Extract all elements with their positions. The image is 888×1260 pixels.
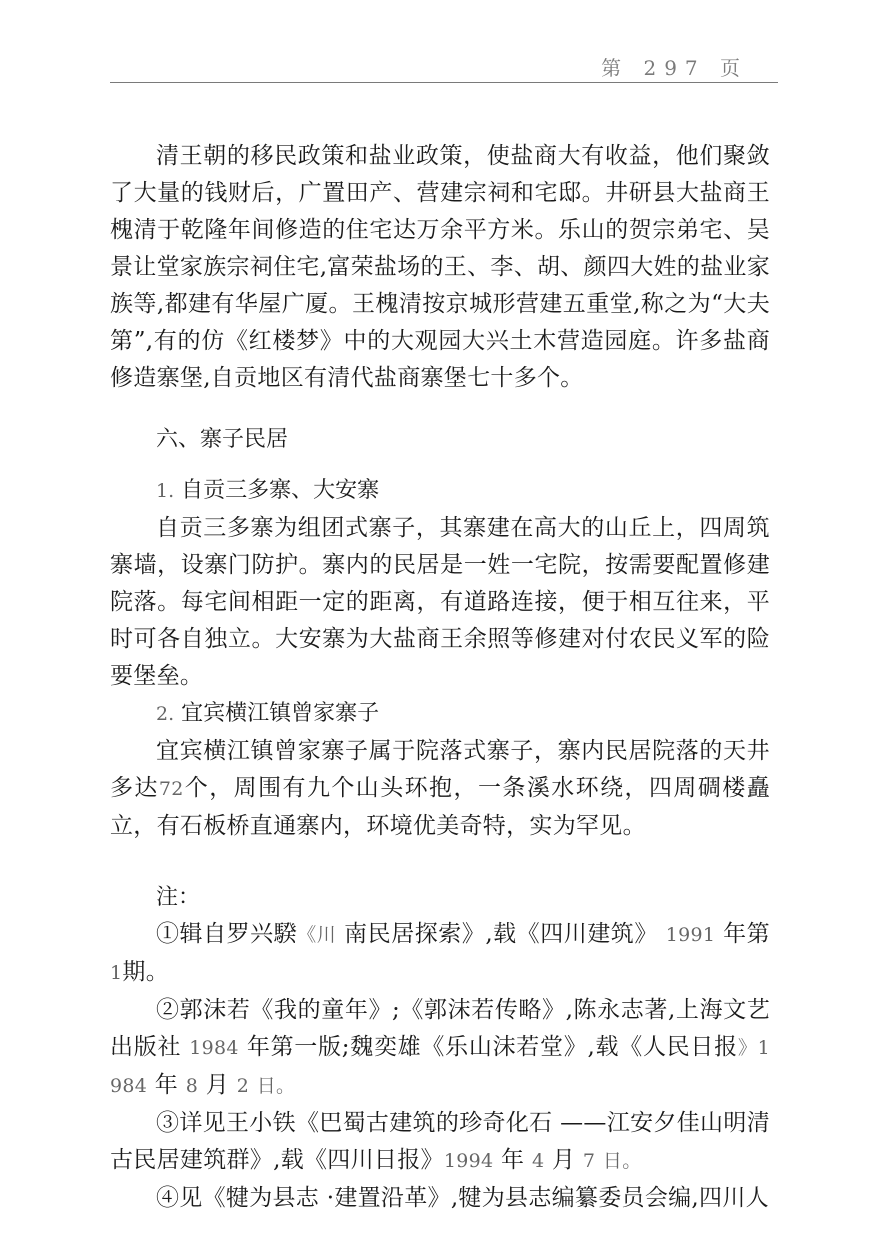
- note-2-d: 年: [154, 1072, 179, 1098]
- paragraph-zengjia-zhai: [110, 733, 770, 845]
- note-1: [110, 916, 770, 992]
- item-2-title: 宜宾横江镇曾家寨子: [181, 701, 380, 726]
- note-3-day: 7: [582, 1150, 596, 1172]
- note-3: [110, 1105, 770, 1180]
- note-1-c: 南民居探索》,载《四川建筑》: [344, 921, 658, 947]
- note-2: [110, 992, 770, 1105]
- note-1-year: 1991: [665, 924, 716, 946]
- item-1-number: 1.: [156, 480, 175, 502]
- note-2-b: 年第一版;魏奕雄《乐山沫若堂》,载《人民日报: [246, 1034, 738, 1060]
- p3-text-a: 宜宾横江镇曾家寨子属于院落式寨子，寨内民居院落的天井多达: [110, 738, 770, 801]
- paragraph-sanduo-zhai: 自贡三多寨为组团式寨子，其寨建在高大的山丘上，四周筑寨墙，设寨门防护。寨内的民居是一姓一宅院，按需要配置修建院落。每宅间相距一定的距离，有道路连接，便于相互往来，平时可各自独立。大安寨为大盐商王余照等修建对付农民义军的险要堡垒。: [110, 515, 770, 689]
- note-1-b: 《川: [297, 924, 337, 946]
- section-title: 六、寨子民居: [156, 427, 289, 452]
- note-2-day: 2: [236, 1075, 250, 1097]
- note-3-year: 1994: [443, 1150, 494, 1172]
- p3-number: 72: [158, 778, 184, 800]
- notes-label: 注：: [156, 885, 201, 910]
- item-2-heading: [110, 695, 770, 733]
- note-3-d: 日。: [602, 1150, 642, 1172]
- note-4: ④见《犍为县志 ·建置沿革》,犍为县志编纂委员会编,四川人: [156, 1185, 769, 1211]
- note-2-year-2: 1984: [110, 1037, 770, 1097]
- note-2-f: 日。: [256, 1075, 296, 1097]
- item-2-number: 2.: [156, 703, 175, 725]
- item-1-heading: [110, 472, 770, 510]
- note-1-e: 期。: [122, 959, 169, 985]
- page-header: [110, 50, 778, 83]
- note-1-d: 年第: [723, 921, 770, 947]
- p3-text-b: 个，周围有九个山头环抱，一条溪水环绕，四周碉楼矗立，有石板桥直通寨内，环境优美奇特，实为罕见。: [110, 775, 771, 839]
- note-2-a: ②郭沫若《我的童年》;《郭沫若传略》,陈永志著,上海文艺出版社: [110, 997, 770, 1060]
- note-1-issue: 1: [110, 962, 123, 984]
- note-3-b: 年: [501, 1147, 525, 1173]
- body-text: [110, 138, 770, 1217]
- item-1-title: 自贡三多寨、大安寨: [181, 478, 380, 503]
- page-number: 第 297 页: [601, 56, 748, 80]
- note-2-e: 月: [205, 1072, 230, 1098]
- note-3-a: ③详见王小铁《巴蜀古建筑的珍奇化石 ——江安夕佳山明清古民居建筑群》,载《四川日报》: [110, 1110, 770, 1173]
- note-3-month: 4: [531, 1150, 545, 1172]
- note-2-year: 1984: [189, 1037, 239, 1059]
- note-3-c: 月: [551, 1147, 576, 1173]
- note-2-c: 》: [737, 1037, 758, 1059]
- note-2-month: 8: [185, 1075, 199, 1097]
- paragraph-salt-merchants: 清王朝的移民政策和盐业政策，使盐商大有收益，他们聚敛了大量的钱财后，广置田产、营建宗祠和宅邸。井研县大盐商王槐清于乾隆年间修造的住宅达万余平方米。乐山的贺宗弟宅、吴景让堂家族宗祠住宅,富荣盐场的王、李、胡、颜四大姓的盐业家族等,都建有华屋广厦。王槐清按京城形营建五重堂,称之为“大夫第”,有的仿《红楼梦》中的大观园大兴土木营造园庭。许多盐商修造寨堡,自贡地区有清代盐商寨堡七十多个。: [110, 143, 771, 391]
- note-1-a: ①辑自罗兴騤: [156, 921, 298, 947]
